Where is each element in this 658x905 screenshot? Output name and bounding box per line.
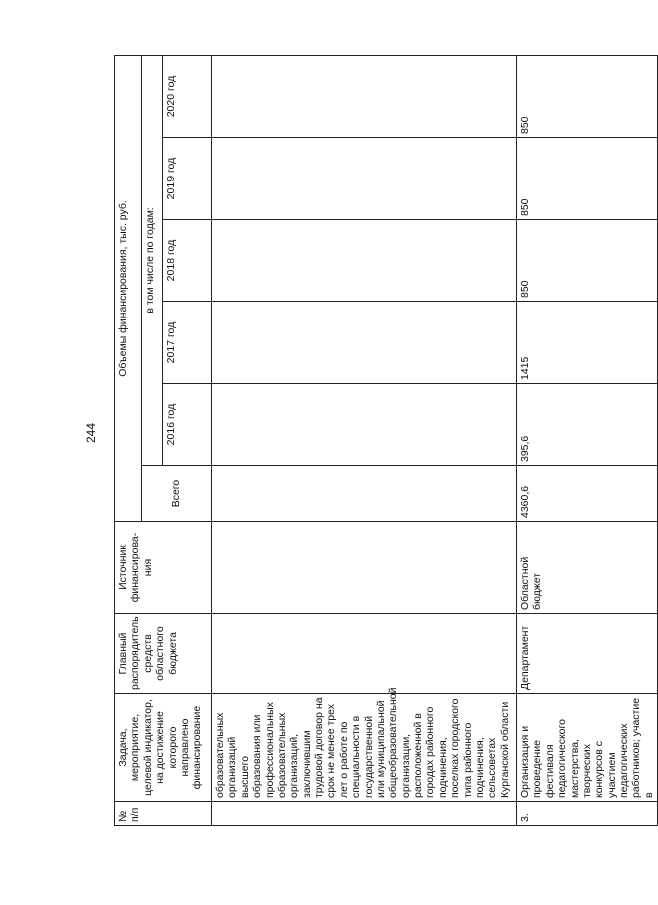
header-num: № п/п — [115, 802, 212, 826]
header-source: Источник финансирова-ния — [115, 522, 212, 614]
row-2016 — [212, 384, 517, 466]
row-2017 — [212, 302, 517, 384]
row-source: Областной бюджет — [517, 522, 658, 614]
header-year-2017: 2017 год — [163, 302, 212, 384]
row-source — [212, 522, 517, 614]
row-manager: Департамент — [517, 614, 658, 694]
row-2020 — [212, 55, 517, 137]
row-2019 — [212, 138, 517, 220]
rotated-table-page — [114, 56, 655, 826]
row-2017: 1415 — [517, 302, 658, 384]
page-number: 244 — [84, 422, 98, 443]
row-total — [212, 466, 517, 522]
row-task: образовательных организаций высшего образования или профессиональных образовательных организаций, заключившим трудовой договор на срок не менее трех лет о работе по специальности в государственной или муниципальной общеобразовательной организации, расположенной в городах районного подчинения, поселках городского типа районного подчинения, сельсоветах Курганской области — [212, 694, 517, 802]
row-task: Организация и проведение фестиваля педагогического мастерства, творческих конкурсов с участием педагогических работников; участие в — [517, 694, 658, 802]
row-manager — [212, 614, 517, 694]
row-2019: 850 — [517, 138, 658, 220]
row-total: 4360,6 — [517, 466, 658, 522]
header-year-2019: 2019 год — [163, 138, 212, 220]
header-task: Задача, мероприятие, целевой индикатор, на достижение которого направлено финансирование — [115, 694, 212, 802]
header-manager: Главный распорядитель средств областного бюджета — [115, 614, 212, 694]
header-year-2020: 2020 год — [163, 55, 212, 137]
row-2020: 850 — [517, 55, 658, 137]
row-num — [212, 802, 517, 826]
table-row — [212, 55, 517, 825]
header-year-2018: 2018 год — [163, 220, 212, 302]
financing-table — [114, 55, 658, 826]
row-2016: 395,6 — [517, 384, 658, 466]
header-row — [115, 55, 142, 825]
row-2018: 850 — [517, 220, 658, 302]
header-volumes: Объемы финансирования, тыс. руб. — [115, 55, 142, 521]
header-by-years: в том числе по годам: — [142, 55, 163, 465]
table-row — [517, 55, 658, 825]
row-num: 3. — [517, 802, 658, 826]
header-total: Всего — [142, 466, 212, 522]
header-year-2016: 2016 год — [163, 384, 212, 466]
row-2018 — [212, 220, 517, 302]
